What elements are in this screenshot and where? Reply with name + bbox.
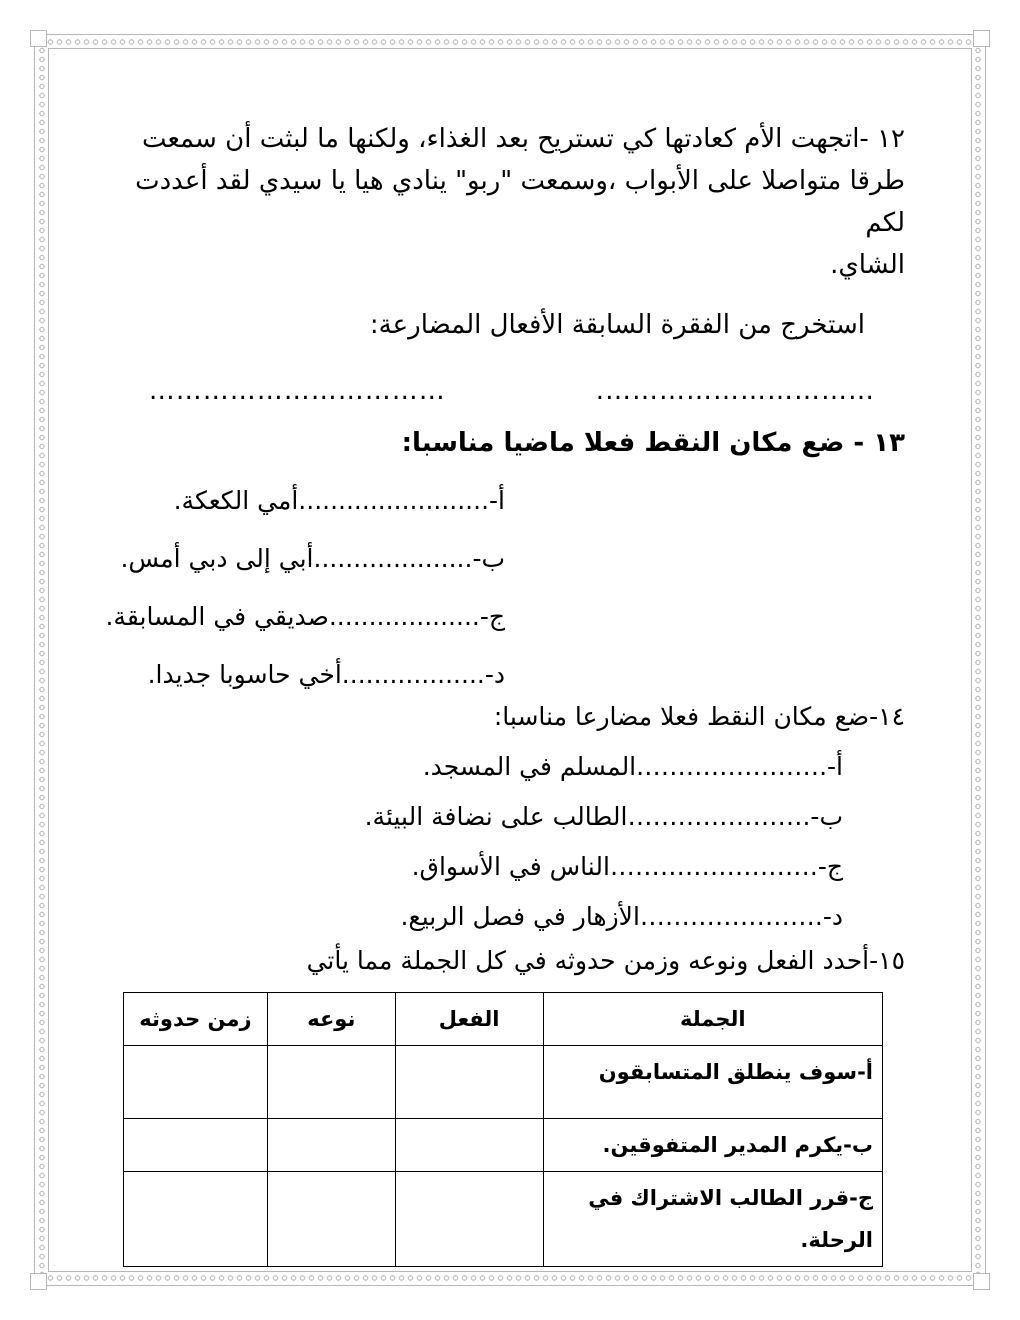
table-cell-verb xyxy=(395,1046,543,1119)
question-13-item-a: أ-........................أمي الكعكة. xyxy=(173,486,505,515)
paragraph-line-2: طرقا متواصلا على الأبواب ،وسمعت "ربو" ينادي هيا يا سيدي لقد أعددت لكم xyxy=(135,166,905,238)
question-13-title: ١٣ - ضع مكان النقط فعلا ماضيا مناسبا: xyxy=(401,428,905,458)
header-sentence: الجملة xyxy=(543,993,882,1046)
question-13-item-b: ب-....................أبي إلى دبي أمس. xyxy=(120,544,505,573)
paragraph-line-3: الشاي. xyxy=(830,250,905,280)
table-row xyxy=(124,1046,883,1119)
worksheet-content xyxy=(105,118,905,1267)
question-14-items xyxy=(115,746,905,938)
answer-blank-left: …………………………… xyxy=(148,376,446,406)
border-corner-bottom-right xyxy=(973,1273,990,1290)
table-cell-time xyxy=(124,1046,268,1119)
table-cell-type xyxy=(267,1119,395,1172)
header-time: زمن حدوثه xyxy=(124,993,268,1046)
scallop-edge-left xyxy=(37,37,47,1283)
table-cell-type xyxy=(267,1172,395,1267)
question-12-instruction: استخرج من الفقرة السابقة الأفعال المضارعة: xyxy=(369,310,865,340)
table-cell-sentence: أ-سوف ينطلق المتسابقون xyxy=(543,1046,882,1119)
question-14-title: ١٤-ضع مكان النقط فعلا مضارعا مناسبا: xyxy=(493,702,905,731)
scallop-edge-top xyxy=(37,37,983,47)
table-row xyxy=(124,1172,883,1267)
table-cell-verb xyxy=(395,1119,543,1172)
table-cell-time xyxy=(124,1172,268,1267)
question-13-items xyxy=(105,480,905,696)
question-12-paragraph xyxy=(115,118,905,286)
question-14-item-d: د-.…………………الأزهار في فصل الربيع. xyxy=(400,902,843,931)
table-cell-sentence: ب-يكرم المدير المتفوقين. xyxy=(543,1119,882,1172)
table-cell-type xyxy=(267,1046,395,1119)
header-verb: الفعل xyxy=(395,993,543,1046)
question-14-item-a: أ-.………………….المسلم في المسجد. xyxy=(422,752,843,781)
scallop-edge-right xyxy=(973,37,983,1283)
question-15-title: ١٥-أحدد الفعل ونوعه وزمن حدوثه في كل الجملة مما يأتي xyxy=(306,946,905,975)
question-14-item-b: ب-.…………………الطالب على نضافة البيئة. xyxy=(364,802,843,831)
table-cell-sentence: ج-قرر الطالب الاشتراك في الرحلة. xyxy=(543,1172,882,1267)
border-corner-bottom-left xyxy=(30,1273,47,1290)
table-cell-time xyxy=(124,1119,268,1172)
question-15-table xyxy=(123,992,883,1267)
paragraph-line-1: ١٢ -اتجهت الأم كعادتها كي تستريح بعد الغذاء، ولكنها ما لبثت أن سمعت xyxy=(141,124,905,154)
scallop-edge-bottom xyxy=(37,1273,983,1283)
question-12-answer-blanks xyxy=(115,370,875,412)
table-row xyxy=(124,1119,883,1172)
question-14-item-c: ج-.……………………الناس في الأسواق. xyxy=(411,852,843,881)
question-13-item-d: د-..................أخي حاسوبا جديدا. xyxy=(147,660,505,689)
table-cell-verb xyxy=(395,1172,543,1267)
header-type: نوعه xyxy=(267,993,395,1046)
question-13-item-c: ج-...................صديقي في المسابقة. xyxy=(105,602,505,631)
table-header-row xyxy=(124,993,883,1046)
border-corner-top-right xyxy=(973,30,990,47)
answer-blank-right: …………………………. xyxy=(595,376,875,406)
border-corner-top-left xyxy=(30,30,47,47)
